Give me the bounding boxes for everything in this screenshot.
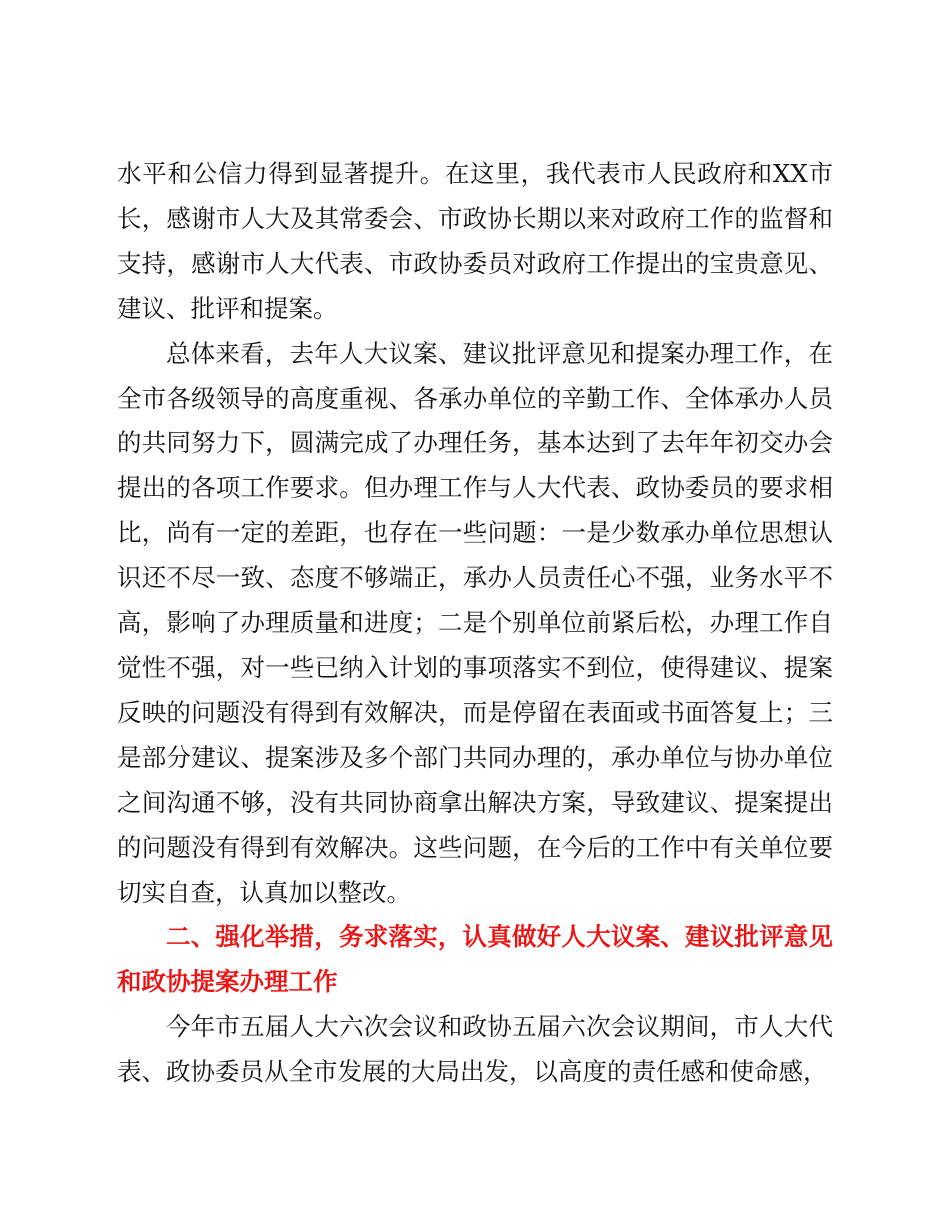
paragraph-closing: 今年市五届人大六次会议和政协五届六次会议期间，市人大代表、政协委员从全市发展的大局出发，以高度的责任感和使命感，: [117, 1012, 833, 1087]
section-heading: 二、强化举措，务求落实，认真做好人大议案、建议批评意见和政协提案办理工作: [117, 922, 833, 997]
paragraph-continuation: 水平和公信力得到显著提升。在这里，我代表市人民政府和XX市长，感谢市人大及其常委会、市政协长期以来对政府工作的监督和支持，感谢市人大代表、市政协委员对政府工作提出的宝贵意见、建议、批评和提案。: [117, 159, 833, 323]
paragraph-summary: 总体来看，去年人大议案、建议批评意见和提案办理工作，在全市各级领导的高度重视、各承办单位的辛勤工作、全体承办人员的共同努力下，圆满完成了办理任务，基本达到了去年年初交办会提出的各项工作要求。但办理工作与人大代表、政协委员的要求相比，尚有一定的差距，也存在一些问题：一是少数承办单位思想认识还不尽一致、态度不够端正，承办人员责任心不强，业务水平不高，影响了办理质量和进度；二是个别单位前紧后松，办理工作自觉性不强，对一些已纳入计划的事项落实不到位，使得建议、提案反映的问题没有得到有效解决，而是停留在表面或书面答复上；三是部分建议、提案涉及多个部门共同办理的，承办单位与协办单位之间沟通不够，没有共同协商拿出解决方案，导致建议、提案提出的问题没有得到有效解决。这些问题，在今后的工作中有关单位要切实自查，认真加以整改。: [117, 338, 833, 907]
document-body: [117, 152, 833, 1095]
